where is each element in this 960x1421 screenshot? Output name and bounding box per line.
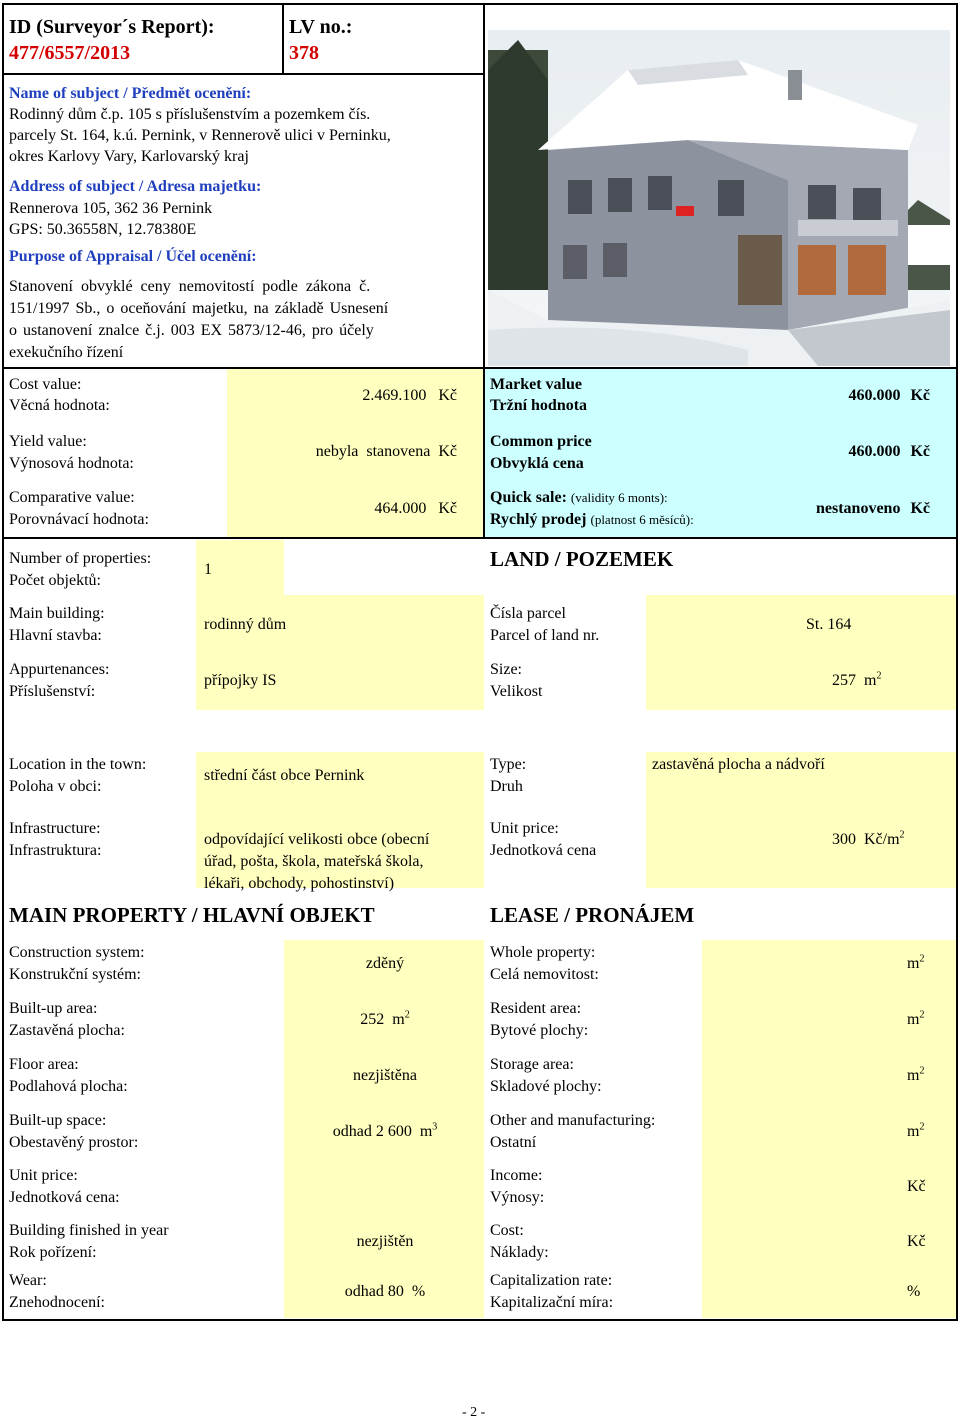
infra-label-en: Infrastructure: xyxy=(9,820,101,837)
main-row-value xyxy=(290,1121,480,1143)
lease-row-unit-text: Kč xyxy=(907,1178,926,1195)
lease-row-label-cz: Kapitalizační míra: xyxy=(490,1294,614,1311)
quick-label-cz xyxy=(490,509,694,531)
lease-row-label-cz: Výnosy: xyxy=(490,1189,545,1206)
appurt-value: přípojky IS xyxy=(204,672,277,689)
comp-label-en: Comparative value: xyxy=(9,489,135,506)
main-row-exp: 2 xyxy=(404,1009,410,1021)
lease-row-unit xyxy=(907,1009,924,1031)
comp-value: 464.000 Kč xyxy=(374,500,457,517)
size-label-cz: Velikost xyxy=(490,683,543,700)
main-row-label-cz: Zastavěná plocha: xyxy=(9,1022,125,1039)
cost-value: 2.469.100 Kč xyxy=(362,387,457,404)
divider-photo xyxy=(483,3,485,369)
main-row-exp: 3 xyxy=(432,1121,438,1133)
main-row-label-cz: Rok pořízení: xyxy=(9,1244,97,1261)
common-label-en: Common price xyxy=(490,433,592,450)
main-row-label-en: Built-up area: xyxy=(9,1000,98,1017)
lease-row-unit-text: m xyxy=(907,1067,920,1084)
lease-row-label-en: Cost: xyxy=(490,1222,524,1239)
main-row-value-text: zděný xyxy=(365,955,405,972)
address-heading: Address of subject / Adresa majetku: xyxy=(9,178,262,195)
yield-value: nebyla stanovena Kč xyxy=(315,443,457,460)
main-row-label-cz: Konstrukční systém: xyxy=(9,966,141,983)
quick-note-cz: (platnost 6 měsíců): xyxy=(590,512,694,527)
main-row-label-cz: Jednotková cena: xyxy=(9,1189,120,1206)
lease-row-exp: 2 xyxy=(919,953,925,965)
unit-exp: 2 xyxy=(899,829,905,841)
lease-row-label-cz: Skladové plochy: xyxy=(490,1078,602,1095)
id-label: ID (Surveyor´s Report): xyxy=(9,16,215,38)
address-line-2: GPS: 50.36558N, 12.78380E xyxy=(9,221,197,238)
lv-label: LV no.: xyxy=(289,16,353,38)
appurt-label-en: Appurtenances: xyxy=(9,661,110,678)
lease-row-unit-text: Kč xyxy=(907,1233,926,1250)
market-label-cz: Tržní hodnota xyxy=(490,397,588,414)
lease-row-unit-text: % xyxy=(907,1283,921,1300)
location-label-en: Location in the town: xyxy=(9,756,147,773)
size-unit: m xyxy=(864,672,877,689)
market-value: 460.000 Kč xyxy=(848,387,930,404)
id-value: 477/6557/2013 xyxy=(9,42,131,64)
size-exp: 2 xyxy=(876,670,882,682)
address-line-1: Rennerova 105, 362 36 Pernink xyxy=(9,200,213,217)
infra-line-1: odpovídající velikosti obce (obecní xyxy=(204,831,430,848)
cost-label-en: Cost value: xyxy=(9,376,82,393)
quick-label-en-text: Quick sale: xyxy=(490,489,567,506)
divider-values-bottom xyxy=(2,537,958,539)
main-row-label-en: Building finished in year xyxy=(9,1222,169,1239)
lease-row-unit xyxy=(907,953,924,975)
parcel-label-en: Čísla parcel xyxy=(490,605,566,622)
count-value: 1 xyxy=(204,561,212,578)
lease-row-label-cz: Ostatní xyxy=(490,1134,537,1151)
unit-value: 300 xyxy=(832,831,856,848)
main-row-value xyxy=(290,1065,480,1087)
main-row-label-cz: Obestavěný prostor: xyxy=(9,1134,139,1151)
purpose-line-3: o ustanovení znalce č.j. 003 EX 5873/12-46, pro účely xyxy=(9,322,374,339)
main-row-label-cz: Podlahová plocha: xyxy=(9,1078,128,1095)
lease-row-label-en: Whole property: xyxy=(490,944,596,961)
unit-label-cz: Jednotková cena xyxy=(490,842,597,859)
size-label-en: Size: xyxy=(490,661,522,678)
divider-values xyxy=(483,368,485,538)
purpose-line-2: 151/1997 Sb., o oceňování majetku, na základě Usnesení xyxy=(9,300,389,317)
lease-row-unit-text: m xyxy=(907,955,920,972)
unit-unit: Kč/m xyxy=(864,831,900,848)
lease-row-label-en: Capitalization rate: xyxy=(490,1272,613,1289)
main-label-en: Main building: xyxy=(9,605,105,622)
lease-row-label-cz: Bytové plochy: xyxy=(490,1022,589,1039)
yield-label-en: Yield value: xyxy=(9,433,87,450)
comp-label-cz: Porovnávací hodnota: xyxy=(9,511,149,528)
purpose-line-1: Stanovení obvyklé ceny nemovitostí podle zákona č. xyxy=(9,278,371,295)
lease-row-unit-text: m xyxy=(907,1123,920,1140)
lease-row-label-en: Resident area: xyxy=(490,1000,582,1017)
count-label-cz: Počet objektů: xyxy=(9,572,101,589)
lease-row-unit xyxy=(907,1065,924,1087)
lease-row-unit xyxy=(907,1121,924,1143)
unit-label-en: Unit price: xyxy=(490,820,559,837)
infra-label-cz: Infrastruktura: xyxy=(9,842,102,859)
purpose-heading: Purpose of Appraisal / Účel ocenění: xyxy=(9,248,257,265)
location-label-cz: Poloha v obci: xyxy=(9,778,102,795)
name-heading: Name of subject / Předmět ocenění: xyxy=(9,85,252,102)
page-number: - 2 - xyxy=(462,1405,486,1420)
main-row-label-en: Floor area: xyxy=(9,1056,79,1073)
main-row-value-text: nezjištěna xyxy=(353,1067,417,1084)
yield-label-cz: Výnosová hodnota: xyxy=(9,455,134,472)
main-row-label-en: Wear: xyxy=(9,1272,47,1289)
main-row-label-cz: Znehodnocení: xyxy=(9,1294,105,1311)
lease-row-unit xyxy=(907,1281,920,1303)
main-row-label-en: Construction system: xyxy=(9,944,145,961)
common-label-cz: Obvyklá cena xyxy=(490,455,584,472)
main-row-unit: m xyxy=(419,1123,433,1140)
location-value: střední část obce Pernink xyxy=(204,767,365,784)
lease-row-unit-text: m xyxy=(907,1011,920,1028)
market-label-en: Market value xyxy=(490,376,582,393)
appurt-label-cz: Příslušenství: xyxy=(9,683,96,700)
quick-label-cz-text: Rychlý prodej xyxy=(490,511,587,528)
lease-row-unit xyxy=(907,1176,926,1198)
main-row-value xyxy=(290,1281,480,1303)
divider-header xyxy=(2,73,484,75)
main-row-value xyxy=(290,953,480,975)
size-value-row xyxy=(832,670,881,692)
main-label-cz: Hlavní stavba: xyxy=(9,627,102,644)
size-value: 257 xyxy=(832,672,856,689)
lease-row-exp: 2 xyxy=(919,1065,925,1077)
lease-heading: LEASE / PRONÁJEM xyxy=(490,903,695,927)
type-value: zastavěná plocha a nádvoří xyxy=(652,756,825,773)
props-bg xyxy=(196,595,287,710)
purpose-line-4: exekučního řízení xyxy=(9,344,124,361)
count-label-en: Number of properties: xyxy=(9,550,152,567)
name-line-1: Rodinný dům č.p. 105 s příslušenstvím a pozemkem čís. xyxy=(9,106,371,123)
lease-row-exp: 2 xyxy=(919,1009,925,1021)
type-label-en: Type: xyxy=(490,756,527,773)
infra-line-3: lékaři, obchody, pohostinství) xyxy=(204,875,395,892)
cost-label-cz: Věcná hodnota: xyxy=(9,397,110,414)
land-heading: LAND / POZEMEK xyxy=(490,547,674,571)
lv-value: 378 xyxy=(289,42,319,64)
lease-row-label-en: Income: xyxy=(490,1167,543,1184)
lease-row-label-cz: Náklady: xyxy=(490,1244,549,1261)
main-row-label-en: Built-up space: xyxy=(9,1112,107,1129)
main-row-label-en: Unit price: xyxy=(9,1167,78,1184)
lease-row-label-en: Other and manufacturing: xyxy=(490,1112,656,1129)
lease-row-label-cz: Celá nemovitost: xyxy=(490,966,599,983)
props-bg-2 xyxy=(284,595,484,710)
type-label-cz: Druh xyxy=(490,778,523,795)
parcel-label-cz: Parcel of land nr. xyxy=(490,627,600,644)
main-row-value xyxy=(290,1231,480,1253)
main-object-heading: MAIN PROPERTY / HLAVNÍ OBJEKT xyxy=(9,903,375,927)
infra-line-2: úřad, pošta, škola, mateřská škola, xyxy=(204,853,424,870)
lease-row-unit xyxy=(907,1231,926,1253)
divider-id-lv xyxy=(282,3,284,73)
main-row-value-text: odhad 2 600 xyxy=(332,1123,412,1140)
name-line-2: parcely St. 164, k.ú. Pernink, v Rennerově ulici v Perninku, xyxy=(9,127,391,144)
land-bg xyxy=(646,595,956,710)
main-row-value xyxy=(290,1009,480,1031)
common-value: 460.000 Kč xyxy=(848,443,930,460)
lease-row-label-en: Storage area: xyxy=(490,1056,574,1073)
house-photo xyxy=(488,30,950,366)
name-line-3: okres Karlovy Vary, Karlovarský kraj xyxy=(9,148,249,165)
lease-row-exp: 2 xyxy=(919,1121,925,1133)
quick-label-en xyxy=(490,487,668,509)
main-value: rodinný dům xyxy=(204,616,287,633)
main-row-unit: m xyxy=(392,1011,405,1028)
parcel-value: St. 164 xyxy=(806,616,852,633)
main-row-unit: % xyxy=(411,1283,426,1300)
main-row-value-text: odhad 80 xyxy=(344,1283,404,1300)
unit-value-row xyxy=(832,829,905,851)
quick-note-en: (validity 6 monts): xyxy=(570,490,668,505)
main-row-value-text: 252 xyxy=(360,1011,385,1028)
main-row-value-text: nezjištěn xyxy=(356,1233,414,1250)
quick-value: nestanoveno Kč xyxy=(816,500,930,517)
